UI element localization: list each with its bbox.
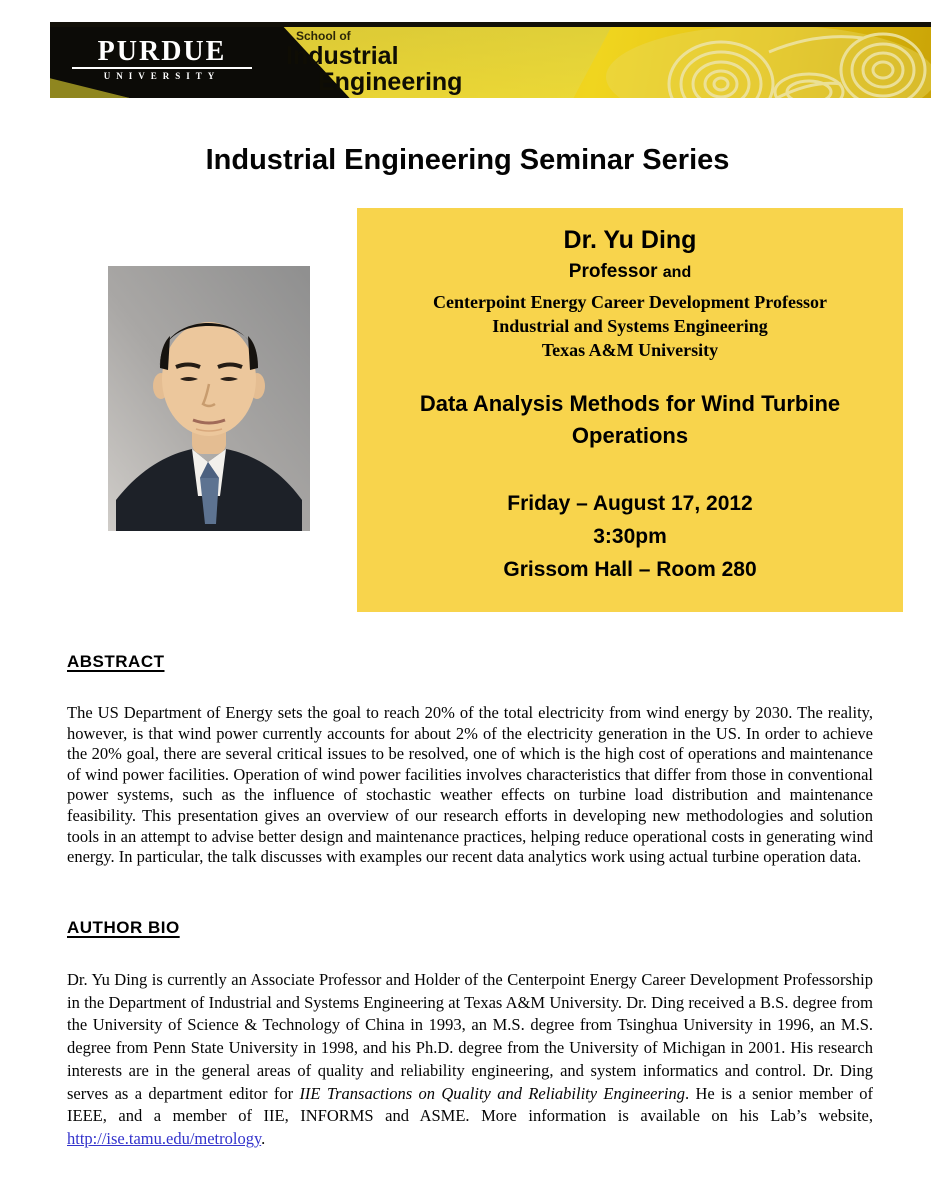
bio-text-part3: . — [261, 1128, 266, 1148]
speaker-portrait — [108, 266, 310, 531]
purdue-logo — [72, 38, 252, 81]
speaker-name: Dr. Yu Ding — [563, 226, 697, 254]
column-scroll-ornament — [601, 22, 931, 98]
speaker-department: Industrial and Systems Engineering — [492, 316, 768, 336]
header-banner — [50, 22, 931, 98]
event-date: Friday – August 17, 2012 — [507, 492, 753, 515]
school-name-block — [286, 29, 462, 95]
school-of-label: School of — [296, 29, 351, 43]
event-location: Grissom Hall – Room 280 — [503, 558, 757, 581]
metrology-link[interactable]: http://ise.tamu.edu/metrology — [67, 1128, 262, 1148]
purdue-wordmark: PURDUE — [97, 36, 227, 67]
banner-top-rule — [50, 22, 931, 27]
journal-title-italic: IIE Transactions on Quality and Reliability Engineering — [299, 1083, 685, 1103]
speaker-role-conjunction: and — [662, 264, 692, 281]
page-title: Industrial Engineering Seminar Series — [205, 144, 730, 176]
speaker-role-primary: Professor — [568, 261, 663, 282]
event-when-where — [357, 487, 903, 586]
abstract-heading: ABSTRACT — [67, 652, 165, 671]
author-bio-heading: AUTHOR BIO — [67, 918, 180, 937]
abstract-paragraph: The US Department of Energy sets the goal to reach 20% of the total electricity from wind energy by 2030. The reality, however, is that wind power currently accounts for about 2% of the electricity generation in the US. In order to achieve the 20% goal, there are several critical issues to be resolved, one of which is the high cost of operations and maintenance of wind power facilities. Operation of wind power facilities involves characteristics that differ from those in conventional power systems, such as the influence of stochastic weather effects on turbine load distribution and maintenance feasibility. This presentation gives an overview of our research efforts in developing new methodologies and solution tools in an attempt to advise better design and maintenance practices, helping reduce operational costs in generating wind energy. In particular, the talk discusses with examples our recent data analytics work using actual turbine operation data. — [67, 703, 873, 867]
speaker-info-box — [357, 208, 903, 612]
talk-title: Data Analysis Methods for Wind Turbine Operations — [419, 391, 841, 448]
author-bio-paragraph — [67, 969, 873, 1151]
speaker-role-line — [357, 261, 903, 283]
school-name-line1: Industrial — [286, 42, 399, 70]
speaker-professorship: Centerpoint Energy Career Development Professor — [433, 292, 827, 312]
bio-text-part2: . He is a senior member of IEEE, and a member of IIE, INFORMS and ASME. More information is available on his Lab’s website, — [67, 1083, 873, 1126]
event-time: 3:30pm — [593, 525, 667, 548]
purdue-university-label: UNIVERSITY — [72, 67, 252, 81]
school-name-line2: Engineering — [318, 68, 463, 96]
speaker-university: Texas A&M University — [541, 340, 719, 360]
bio-text-part1: Dr. Yu Ding is currently an Associate Professor and Holder of the Centerpoint Energy Career Development Professorship in the Department of Industrial and Systems Engineering at Texas A&M University. Dr. Ding received a B.S. degree from the University of Science & Technology of China in 1993, an M.S. degree from Tsinghua University in 1996, an M.S. degree from Penn State University in 1998, and his Ph.D. degree from the University of Michigan in 2001. His research interests are in the general areas of quality and reliability engineering, and system informatics and control. Dr. Ding serves as a department editor for — [67, 970, 873, 1103]
